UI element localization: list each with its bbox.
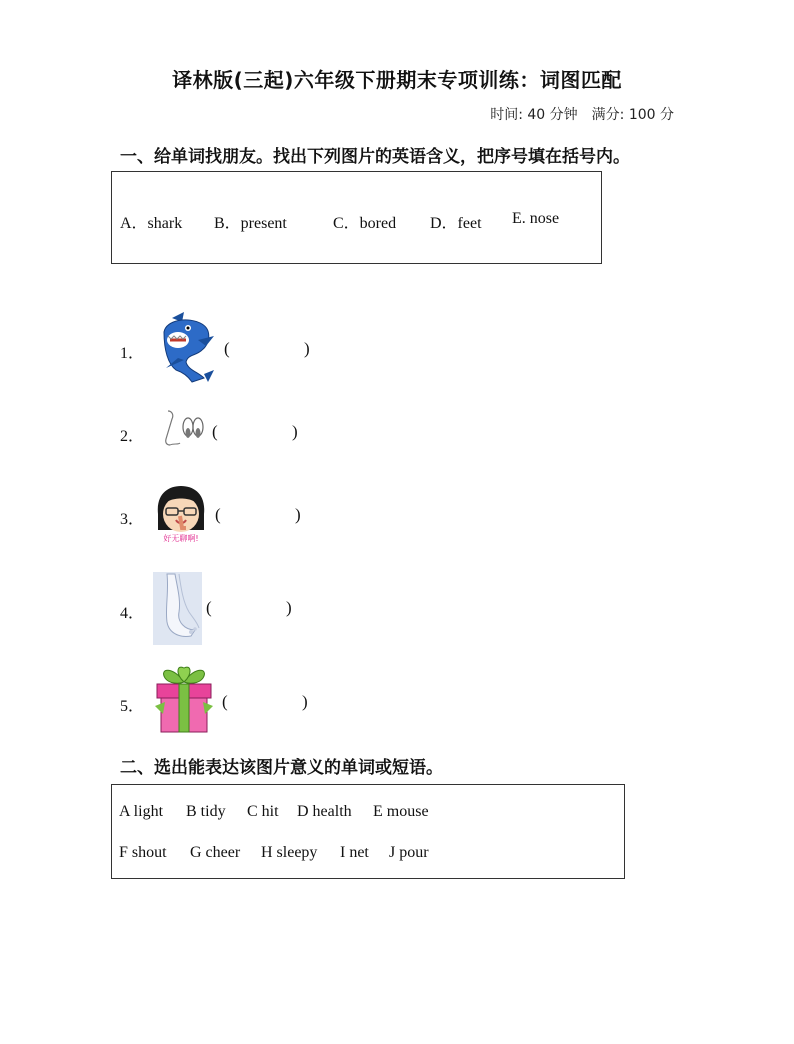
- section2-options-box: [111, 784, 625, 879]
- option-d-health: D health: [297, 803, 352, 820]
- option-e-mouse: E mouse: [373, 803, 429, 820]
- option-a-light: A light: [119, 803, 164, 820]
- bored-face-icon: [154, 484, 208, 546]
- option-j-pour: J pour: [389, 844, 429, 861]
- section1-options-box: [111, 171, 602, 264]
- item-4-open-paren: (: [206, 598, 212, 617]
- item-3-open-paren: (: [215, 505, 221, 524]
- feet-icon: [153, 572, 202, 645]
- option-f-shout: F shout: [119, 844, 167, 861]
- option-a: A．shark: [120, 215, 183, 232]
- item-5-close-paren: ): [302, 692, 308, 711]
- option-g-cheer: G cheer: [190, 844, 241, 861]
- option-b-tidy: B tidy: [186, 803, 226, 820]
- shark-icon: [158, 310, 216, 386]
- item-1-open-paren: (: [224, 339, 230, 358]
- item-3-close-paren: ): [295, 505, 301, 524]
- item-2-open-paren: (: [212, 422, 218, 441]
- item-1-number: 1．: [120, 345, 145, 362]
- section2-heading: 二、选出能表达该图片意义的单词或短语。: [120, 758, 443, 778]
- item-5-number: 5．: [120, 698, 145, 715]
- option-c: C．bored: [333, 215, 397, 232]
- present-icon: [151, 662, 217, 736]
- item-4-number: 4．: [120, 605, 145, 622]
- option-c-hit: C hit: [247, 803, 279, 820]
- section1-heading: 一、给单词找朋友。找出下列图片的英语含义，把序号填在括号内。: [120, 147, 630, 167]
- option-b: B．present: [214, 215, 287, 232]
- option-h-sleepy: H sleepy: [261, 844, 318, 861]
- nose-icon: [158, 405, 204, 451]
- bored-caption: 好无聊啊!: [163, 534, 199, 543]
- option-i-net: I net: [340, 844, 369, 861]
- item-3-number: 3．: [120, 511, 145, 528]
- item-4-close-paren: ): [286, 598, 292, 617]
- option-e: E. nose: [512, 210, 560, 227]
- item-2-close-paren: ): [292, 422, 298, 441]
- item-5-open-paren: (: [222, 692, 228, 711]
- option-d: D．feet: [430, 215, 482, 232]
- time-score-info: 时间: 40 分钟 满分: 100 分: [490, 107, 674, 123]
- item-2-number: 2．: [120, 428, 145, 445]
- item-1-close-paren: ): [304, 339, 310, 358]
- page-title: 译林版(三起)六年级下册期末专项训练：词图匹配: [172, 68, 622, 92]
